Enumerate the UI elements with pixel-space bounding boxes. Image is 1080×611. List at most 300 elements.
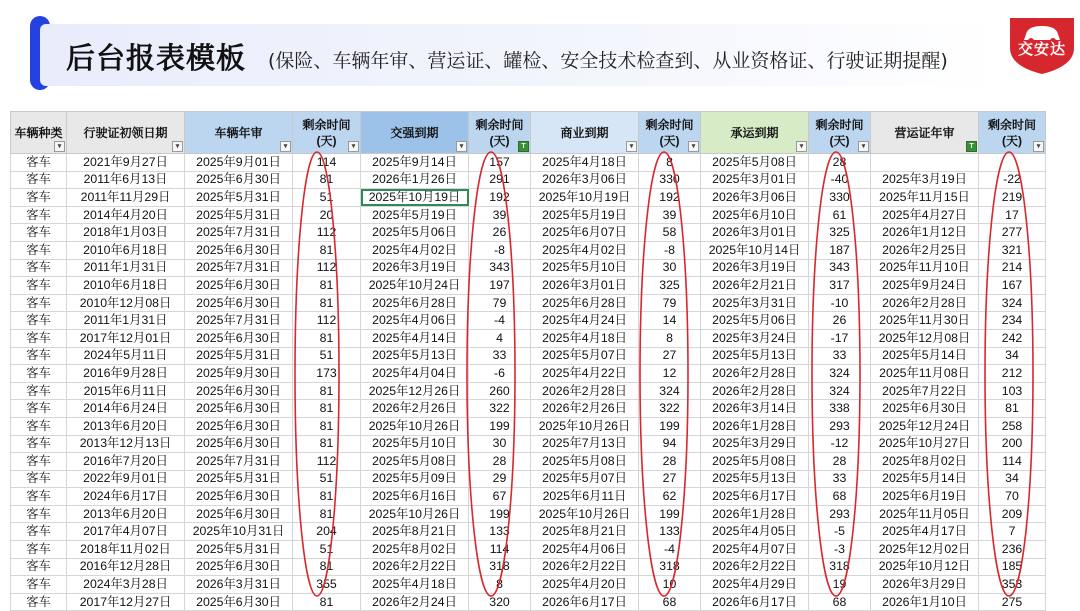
table-cell[interactable]: 7 <box>979 523 1046 541</box>
table-cell[interactable]: 2025年5月13日 <box>361 347 469 365</box>
table-cell[interactable]: 2025年10月19日 <box>531 189 639 207</box>
report-table-container[interactable] <box>10 111 1045 609</box>
table-cell[interactable]: 客车 <box>11 470 67 488</box>
table-cell[interactable]: 2025年4月29日 <box>701 576 809 594</box>
table-cell[interactable]: 157 <box>469 154 531 172</box>
table-cell[interactable]: 81 <box>293 400 361 418</box>
table-cell[interactable]: 2025年6月30日 <box>185 400 293 418</box>
table-cell[interactable]: 209 <box>979 505 1046 523</box>
table-cell[interactable]: 199 <box>469 505 531 523</box>
column-header-6[interactable] <box>531 112 639 154</box>
table-cell[interactable]: 94 <box>639 435 701 453</box>
table-cell[interactable]: -4 <box>639 541 701 559</box>
table-cell[interactable]: 2026年2月25日 <box>871 241 979 259</box>
table-cell[interactable]: 30 <box>469 435 531 453</box>
table-cell[interactable]: 客车 <box>11 505 67 523</box>
table-cell[interactable]: 2025年4月18日 <box>531 154 639 172</box>
table-cell[interactable]: 58 <box>639 224 701 242</box>
dropdown-arrow-icon[interactable]: ▾ <box>858 141 869 152</box>
table-cell[interactable]: 219 <box>979 189 1046 207</box>
table-cell[interactable]: 2025年10月14日 <box>701 241 809 259</box>
table-cell[interactable]: 2026年2月26日 <box>531 400 639 418</box>
table-cell[interactable]: 2016年9月28日 <box>67 365 185 383</box>
table-cell[interactable]: 199 <box>469 417 531 435</box>
table-cell[interactable]: 客车 <box>11 365 67 383</box>
table-cell[interactable]: 2025年5月07日 <box>531 347 639 365</box>
table-cell[interactable]: 197 <box>469 277 531 295</box>
table-cell[interactable]: 322 <box>469 400 531 418</box>
table-cell[interactable]: 79 <box>469 294 531 312</box>
dropdown-arrow-icon[interactable]: ▾ <box>172 141 183 152</box>
dropdown-arrow-icon[interactable]: ▾ <box>280 141 291 152</box>
table-cell[interactable]: 2026年2月21日 <box>701 277 809 295</box>
table-cell[interactable]: 81 <box>293 593 361 611</box>
table-cell[interactable]: 客车 <box>11 523 67 541</box>
table-cell[interactable]: 2026年6月17日 <box>701 593 809 611</box>
column-header-4[interactable] <box>361 112 469 154</box>
table-cell[interactable]: 324 <box>809 365 871 383</box>
table-cell[interactable]: 2025年7月31日 <box>185 312 293 330</box>
table-cell[interactable]: 8 <box>469 576 531 594</box>
table-cell[interactable]: 2011年11月29日 <box>67 189 185 207</box>
table-cell[interactable]: 2026年2月28日 <box>871 294 979 312</box>
table-cell[interactable]: -12 <box>809 435 871 453</box>
table-cell[interactable]: 291 <box>469 171 531 189</box>
table-cell[interactable]: 199 <box>639 417 701 435</box>
table-cell[interactable]: 322 <box>639 400 701 418</box>
table-cell[interactable]: 客车 <box>11 329 67 347</box>
table-cell[interactable]: 2016年12月28日 <box>67 558 185 576</box>
table-cell[interactable]: 114 <box>979 453 1046 471</box>
table-cell[interactable]: 277 <box>979 224 1046 242</box>
table-cell[interactable]: 133 <box>469 523 531 541</box>
table-cell[interactable]: 2025年6月16日 <box>361 488 469 506</box>
table-cell[interactable]: 81 <box>293 417 361 435</box>
table-cell[interactable]: 2025年5月07日 <box>531 470 639 488</box>
table-cell[interactable]: 27 <box>639 470 701 488</box>
table-cell[interactable]: 2025年10月24日 <box>361 277 469 295</box>
table-cell[interactable]: 2025年5月31日 <box>185 541 293 559</box>
table-cell[interactable]: 2025年4月17日 <box>871 523 979 541</box>
table-cell[interactable]: 81 <box>293 294 361 312</box>
table-cell[interactable]: 33 <box>469 347 531 365</box>
table-cell[interactable]: 2025年7月31日 <box>185 259 293 277</box>
table-cell[interactable]: 2025年12月24日 <box>871 417 979 435</box>
table-cell[interactable]: 2026年2月22日 <box>361 558 469 576</box>
table-cell[interactable]: 212 <box>979 365 1046 383</box>
dropdown-arrow-icon[interactable]: ▾ <box>1033 141 1044 152</box>
dropdown-arrow-icon[interactable]: ▾ <box>688 141 699 152</box>
table-cell[interactable]: 2025年10月12日 <box>871 558 979 576</box>
filter-active-icon[interactable]: T <box>518 141 529 152</box>
table-cell[interactable]: 2025年5月19日 <box>361 206 469 224</box>
table-cell[interactable]: 30 <box>639 259 701 277</box>
table-cell[interactable]: 28 <box>809 453 871 471</box>
table-cell[interactable]: 2026年1月28日 <box>701 417 809 435</box>
dropdown-arrow-icon[interactable]: ▾ <box>796 141 807 152</box>
table-cell[interactable]: 325 <box>639 277 701 295</box>
table-cell[interactable]: 2025年6月07日 <box>531 224 639 242</box>
table-cell[interactable]: 324 <box>639 382 701 400</box>
table-cell[interactable]: 17 <box>979 206 1046 224</box>
table-cell[interactable]: 客车 <box>11 259 67 277</box>
table-cell[interactable]: 61 <box>809 206 871 224</box>
table-cell[interactable]: 2017年4月07日 <box>67 523 185 541</box>
table-cell[interactable]: 2025年10月26日 <box>531 417 639 435</box>
table-cell[interactable]: 2025年3月31日 <box>701 294 809 312</box>
table-cell[interactable]: 2025年5月06日 <box>701 312 809 330</box>
table-cell[interactable]: 客车 <box>11 277 67 295</box>
table-cell[interactable]: 2024年3月28日 <box>67 576 185 594</box>
table-cell[interactable]: 2025年8月21日 <box>531 523 639 541</box>
table-cell[interactable]: 2025年11月15日 <box>871 189 979 207</box>
table-cell[interactable]: 2014年6月24日 <box>67 400 185 418</box>
table-cell[interactable]: 2024年6月17日 <box>67 488 185 506</box>
table-cell[interactable]: 2026年1月28日 <box>701 505 809 523</box>
table-cell[interactable]: 67 <box>469 488 531 506</box>
table-cell[interactable]: 187 <box>809 241 871 259</box>
table-cell[interactable]: 28 <box>469 453 531 471</box>
table-cell[interactable]: 2025年5月06日 <box>361 224 469 242</box>
dropdown-arrow-icon[interactable]: ▾ <box>348 141 359 152</box>
table-cell[interactable]: 2025年10月26日 <box>361 417 469 435</box>
table-cell[interactable]: 343 <box>469 259 531 277</box>
table-cell[interactable]: -22 <box>979 171 1046 189</box>
table-cell[interactable]: 81 <box>293 382 361 400</box>
column-header-1[interactable] <box>67 112 185 154</box>
column-header-7[interactable] <box>639 112 701 154</box>
table-cell[interactable]: 79 <box>639 294 701 312</box>
table-cell[interactable]: -6 <box>469 365 531 383</box>
table-cell[interactable]: 192 <box>639 189 701 207</box>
table-cell[interactable]: 2025年4月04日 <box>361 365 469 383</box>
table-cell[interactable]: 133 <box>639 523 701 541</box>
table-cell[interactable] <box>979 154 1046 172</box>
table-cell[interactable]: 2025年4月18日 <box>531 329 639 347</box>
table-cell[interactable]: 343 <box>809 259 871 277</box>
table-cell[interactable]: 2025年7月31日 <box>185 453 293 471</box>
table-cell[interactable]: 2025年3月29日 <box>701 435 809 453</box>
table-cell[interactable]: 2026年3月14日 <box>701 400 809 418</box>
table-cell[interactable]: 27 <box>639 347 701 365</box>
table-cell[interactable]: 客车 <box>11 241 67 259</box>
table-cell[interactable]: 2025年4月07日 <box>701 541 809 559</box>
table-cell[interactable]: 214 <box>979 259 1046 277</box>
table-cell[interactable]: 客车 <box>11 189 67 207</box>
table-cell[interactable]: 2025年5月31日 <box>185 206 293 224</box>
table-cell[interactable]: 客车 <box>11 593 67 611</box>
table-cell[interactable]: 2025年5月14日 <box>871 347 979 365</box>
table-cell[interactable]: 51 <box>293 347 361 365</box>
table-cell[interactable]: 2025年5月14日 <box>871 470 979 488</box>
table-cell[interactable]: 2025年11月08日 <box>871 365 979 383</box>
table-cell[interactable]: 2025年10月26日 <box>531 505 639 523</box>
table-cell[interactable]: 353 <box>979 576 1046 594</box>
table-cell[interactable]: 2025年6月30日 <box>185 241 293 259</box>
table-cell[interactable]: 2026年2月26日 <box>361 400 469 418</box>
table-cell[interactable]: 客车 <box>11 171 67 189</box>
table-cell[interactable]: 2024年5月11日 <box>67 347 185 365</box>
table-cell[interactable]: 320 <box>469 593 531 611</box>
table-cell[interactable]: 39 <box>469 206 531 224</box>
table-cell[interactable]: 2025年6月30日 <box>185 435 293 453</box>
table-cell[interactable]: 2011年1月31日 <box>67 312 185 330</box>
table-cell[interactable]: 2025年6月30日 <box>871 400 979 418</box>
table-cell[interactable]: 112 <box>293 224 361 242</box>
table-cell[interactable]: 2017年12月01日 <box>67 329 185 347</box>
table-cell[interactable]: 34 <box>979 470 1046 488</box>
table-cell[interactable]: 204 <box>293 523 361 541</box>
dropdown-arrow-icon[interactable]: ▾ <box>626 141 637 152</box>
table-cell[interactable]: 2026年1月12日 <box>871 224 979 242</box>
table-cell[interactable]: 293 <box>809 417 871 435</box>
table-cell[interactable]: 2026年3月29日 <box>871 576 979 594</box>
table-cell[interactable]: -40 <box>809 171 871 189</box>
table-cell[interactable]: 33 <box>809 347 871 365</box>
table-cell[interactable]: 20 <box>293 206 361 224</box>
table-cell[interactable]: 114 <box>293 154 361 172</box>
table-cell[interactable]: 客车 <box>11 224 67 242</box>
table-cell[interactable]: 2025年4月06日 <box>361 312 469 330</box>
table-cell[interactable]: 2010年6月18日 <box>67 241 185 259</box>
table-cell[interactable]: 客车 <box>11 382 67 400</box>
table-cell[interactable]: -3 <box>809 541 871 559</box>
table-cell[interactable]: 客车 <box>11 541 67 559</box>
table-cell[interactable]: 2025年3月24日 <box>701 329 809 347</box>
table-cell[interactable]: 2025年5月08日 <box>361 453 469 471</box>
table-cell[interactable]: 2025年10月31日 <box>185 523 293 541</box>
table-cell[interactable]: 2025年5月08日 <box>531 453 639 471</box>
table-cell[interactable]: 2026年3月19日 <box>701 259 809 277</box>
table-cell[interactable]: 2025年4月20日 <box>531 576 639 594</box>
table-cell[interactable]: 2026年1月26日 <box>361 171 469 189</box>
table-cell[interactable]: 2026年3月06日 <box>701 189 809 207</box>
table-cell[interactable]: 39 <box>639 206 701 224</box>
table-cell[interactable]: 2021年9月27日 <box>67 154 185 172</box>
table-cell[interactable]: 10 <box>639 576 701 594</box>
table-cell[interactable]: 2026年2月22日 <box>531 558 639 576</box>
table-cell[interactable]: 2025年6月28日 <box>361 294 469 312</box>
table-cell[interactable]: 2025年9月24日 <box>871 277 979 295</box>
table-cell[interactable]: 34 <box>979 347 1046 365</box>
table-cell[interactable]: 2025年6月30日 <box>185 294 293 312</box>
table-cell[interactable]: 2025年3月01日 <box>701 171 809 189</box>
table-cell[interactable]: 2013年6月20日 <box>67 417 185 435</box>
table-cell[interactable]: 173 <box>293 365 361 383</box>
column-header-10[interactable] <box>871 112 979 154</box>
table-cell[interactable]: 2025年3月19日 <box>871 171 979 189</box>
table-cell[interactable]: 2025年4月18日 <box>361 576 469 594</box>
table-cell[interactable]: 293 <box>809 505 871 523</box>
table-cell[interactable]: 客车 <box>11 347 67 365</box>
table-cell[interactable]: 114 <box>469 541 531 559</box>
table-cell[interactable]: 2014年4月20日 <box>67 206 185 224</box>
table-cell[interactable]: 70 <box>979 488 1046 506</box>
table-cell[interactable]: 2025年6月17日 <box>701 488 809 506</box>
table-cell[interactable]: 2011年1月31日 <box>67 259 185 277</box>
table-cell[interactable]: 81 <box>293 558 361 576</box>
table-cell[interactable]: 112 <box>293 453 361 471</box>
table-cell[interactable]: 2025年10月19日 <box>361 189 469 207</box>
table-cell[interactable]: 2026年1月10日 <box>871 593 979 611</box>
table-cell[interactable]: 2025年4月02日 <box>361 241 469 259</box>
table-cell[interactable]: 28 <box>809 154 871 172</box>
table-cell[interactable]: 324 <box>809 382 871 400</box>
table-cell[interactable]: 199 <box>639 505 701 523</box>
table-cell[interactable]: 2015年6月11日 <box>67 382 185 400</box>
table-cell[interactable]: -5 <box>809 523 871 541</box>
table-cell[interactable]: 51 <box>293 189 361 207</box>
table-cell[interactable]: 14 <box>639 312 701 330</box>
table-cell[interactable]: 260 <box>469 382 531 400</box>
table-cell[interactable]: 2026年2月28日 <box>701 382 809 400</box>
table-cell[interactable]: 2025年5月10日 <box>361 435 469 453</box>
table-cell[interactable]: 2025年5月31日 <box>185 347 293 365</box>
table-cell[interactable]: 2025年9月01日 <box>185 154 293 172</box>
table-cell[interactable]: 2025年6月30日 <box>185 277 293 295</box>
table-cell[interactable]: 2025年6月30日 <box>185 505 293 523</box>
table-cell[interactable]: 317 <box>809 277 871 295</box>
table-cell[interactable]: 81 <box>293 171 361 189</box>
table-cell[interactable]: -8 <box>469 241 531 259</box>
table-cell[interactable]: 2010年6月18日 <box>67 277 185 295</box>
table-cell[interactable]: 2026年3月31日 <box>185 576 293 594</box>
dropdown-arrow-icon[interactable]: ▾ <box>54 141 65 152</box>
table-cell[interactable]: 2025年4月24日 <box>531 312 639 330</box>
table-cell[interactable]: 275 <box>979 593 1046 611</box>
table-cell[interactable]: 26 <box>809 312 871 330</box>
table-cell[interactable]: 2025年6月30日 <box>185 417 293 435</box>
table-cell[interactable]: 2013年6月20日 <box>67 505 185 523</box>
table-cell[interactable]: 2025年11月05日 <box>871 505 979 523</box>
table-cell[interactable]: 185 <box>979 558 1046 576</box>
table-cell[interactable]: 2025年12月08日 <box>871 329 979 347</box>
table-cell[interactable]: 客车 <box>11 206 67 224</box>
table-cell[interactable]: 2018年1月03日 <box>67 224 185 242</box>
table-cell[interactable]: 355 <box>293 576 361 594</box>
table-cell[interactable]: 321 <box>979 241 1046 259</box>
column-header-5[interactable] <box>469 112 531 154</box>
table-cell[interactable]: 29 <box>469 470 531 488</box>
table-cell[interactable]: 2025年4月14日 <box>361 329 469 347</box>
table-cell[interactable]: 2026年6月17日 <box>531 593 639 611</box>
table-cell[interactable]: 2010年12月08日 <box>67 294 185 312</box>
table-cell[interactable]: -10 <box>809 294 871 312</box>
table-cell[interactable]: 2025年6月11日 <box>531 488 639 506</box>
table-cell[interactable]: 2025年6月30日 <box>185 558 293 576</box>
table-cell[interactable]: 2026年2月24日 <box>361 593 469 611</box>
table-cell[interactable]: 12 <box>639 365 701 383</box>
table-cell[interactable]: 318 <box>809 558 871 576</box>
table-cell[interactable]: 2025年5月08日 <box>701 453 809 471</box>
table-cell[interactable]: 2025年5月10日 <box>531 259 639 277</box>
filter-active-icon[interactable]: T <box>966 141 977 152</box>
table-cell[interactable]: 2025年5月09日 <box>361 470 469 488</box>
table-cell[interactable]: 4 <box>469 329 531 347</box>
table-cell[interactable]: 62 <box>639 488 701 506</box>
table-cell[interactable]: 2025年5月31日 <box>185 189 293 207</box>
table-cell[interactable]: 192 <box>469 189 531 207</box>
table-cell[interactable]: 客车 <box>11 558 67 576</box>
table-cell[interactable]: 2025年4月06日 <box>531 541 639 559</box>
table-cell[interactable]: 2025年5月13日 <box>701 470 809 488</box>
table-cell[interactable]: 2025年6月28日 <box>531 294 639 312</box>
column-header-9[interactable] <box>809 112 871 154</box>
table-cell[interactable]: 客车 <box>11 154 67 172</box>
table-cell[interactable]: 26 <box>469 224 531 242</box>
table-cell[interactable]: 客车 <box>11 294 67 312</box>
table-cell[interactable]: 2022年9月01日 <box>67 470 185 488</box>
table-cell[interactable]: 2026年3月06日 <box>531 171 639 189</box>
table-cell[interactable]: 167 <box>979 277 1046 295</box>
table-cell[interactable]: 81 <box>293 241 361 259</box>
table-cell[interactable]: 242 <box>979 329 1046 347</box>
table-cell[interactable] <box>871 154 979 172</box>
table-cell[interactable]: 2025年6月30日 <box>185 329 293 347</box>
table-cell[interactable]: 200 <box>979 435 1046 453</box>
table-cell[interactable]: 112 <box>293 259 361 277</box>
column-header-0[interactable] <box>11 112 67 154</box>
table-cell[interactable]: 客车 <box>11 453 67 471</box>
table-cell[interactable]: 81 <box>293 505 361 523</box>
table-cell[interactable]: 2025年11月30日 <box>871 312 979 330</box>
table-cell[interactable]: 2025年10月26日 <box>361 505 469 523</box>
table-cell[interactable]: 81 <box>293 435 361 453</box>
table-cell[interactable]: 2025年12月26日 <box>361 382 469 400</box>
table-cell[interactable]: 325 <box>809 224 871 242</box>
table-cell[interactable]: 81 <box>979 400 1046 418</box>
table-cell[interactable]: 2018年11月02日 <box>67 541 185 559</box>
table-cell[interactable]: 2025年4月02日 <box>531 241 639 259</box>
table-cell[interactable]: 2025年5月08日 <box>701 154 809 172</box>
table-cell[interactable]: 236 <box>979 541 1046 559</box>
column-header-11[interactable] <box>979 112 1046 154</box>
table-cell[interactable]: 2026年2月22日 <box>701 558 809 576</box>
column-header-3[interactable] <box>293 112 361 154</box>
table-cell[interactable]: 258 <box>979 417 1046 435</box>
table-cell[interactable]: 2025年5月31日 <box>185 470 293 488</box>
column-header-8[interactable] <box>701 112 809 154</box>
table-cell[interactable]: 客车 <box>11 312 67 330</box>
table-cell[interactable]: 2025年6月30日 <box>185 171 293 189</box>
table-cell[interactable]: 客车 <box>11 488 67 506</box>
table-cell[interactable]: 客车 <box>11 417 67 435</box>
table-cell[interactable]: 2025年10月27日 <box>871 435 979 453</box>
table-cell[interactable]: 2026年2月28日 <box>701 365 809 383</box>
table-cell[interactable]: 2011年6月13日 <box>67 171 185 189</box>
table-cell[interactable]: 330 <box>639 171 701 189</box>
table-cell[interactable]: 68 <box>809 488 871 506</box>
table-cell[interactable]: 2025年7月31日 <box>185 224 293 242</box>
table-cell[interactable]: 33 <box>809 470 871 488</box>
table-cell[interactable]: 81 <box>293 488 361 506</box>
table-cell[interactable]: 客车 <box>11 400 67 418</box>
table-cell[interactable]: 2025年11月10日 <box>871 259 979 277</box>
table-cell[interactable]: 2025年8月21日 <box>361 523 469 541</box>
table-cell[interactable]: 2026年2月28日 <box>531 382 639 400</box>
column-header-2[interactable] <box>185 112 293 154</box>
table-cell[interactable]: 2026年3月01日 <box>701 224 809 242</box>
table-cell[interactable]: 2025年7月22日 <box>871 382 979 400</box>
table-cell[interactable]: 2026年3月01日 <box>531 277 639 295</box>
table-cell[interactable]: 2025年5月19日 <box>531 206 639 224</box>
table-cell[interactable]: 51 <box>293 470 361 488</box>
table-cell[interactable]: 103 <box>979 382 1046 400</box>
table-cell[interactable]: 2025年6月10日 <box>701 206 809 224</box>
table-cell[interactable]: 330 <box>809 189 871 207</box>
table-cell[interactable]: 68 <box>639 593 701 611</box>
table-cell[interactable]: 2025年9月14日 <box>361 154 469 172</box>
